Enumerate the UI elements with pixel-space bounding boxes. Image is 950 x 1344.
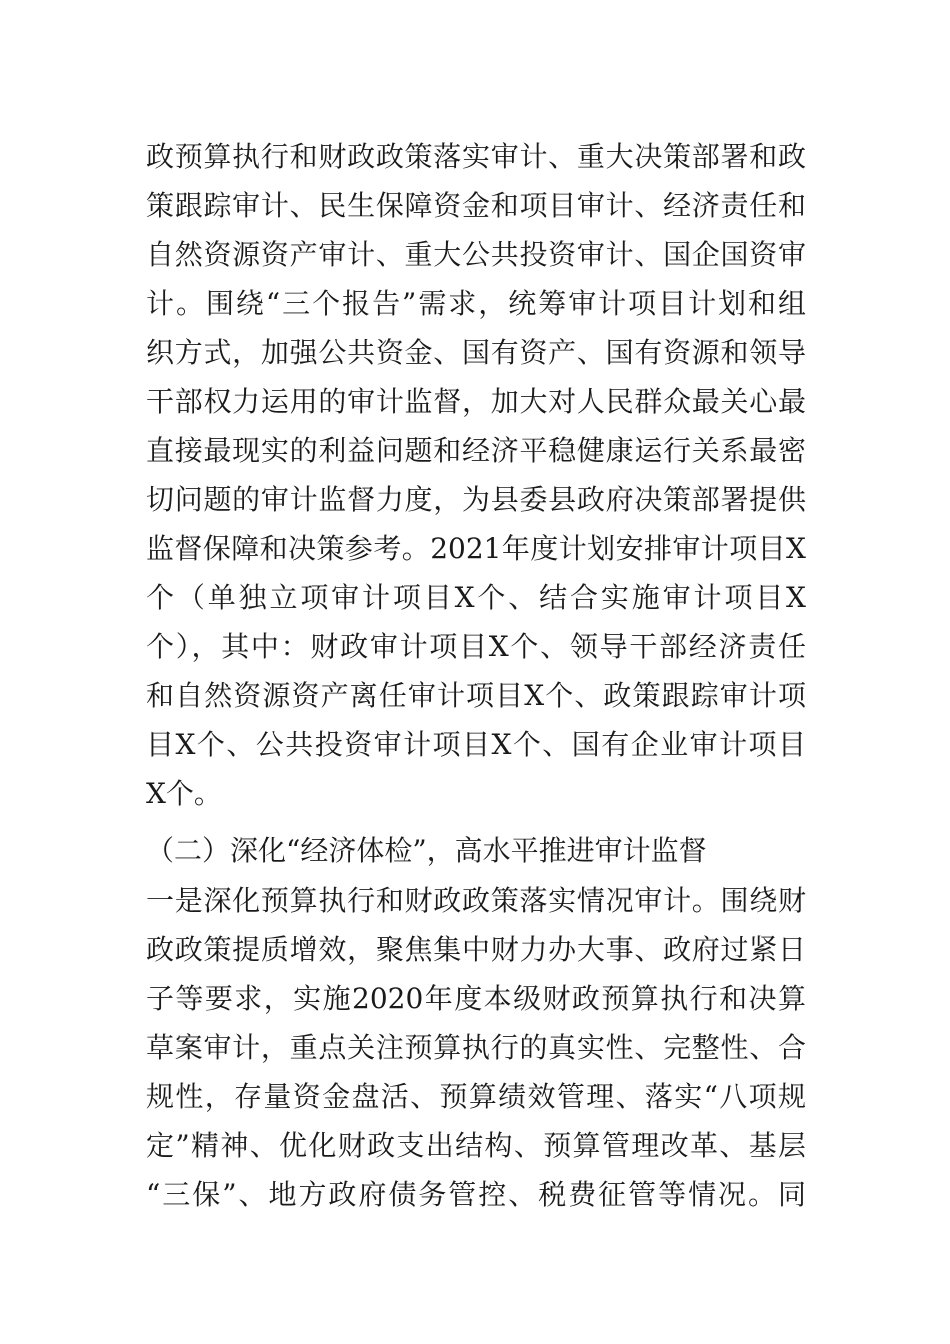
paragraph-line: 规性，存量资金盘活、预算绩效管理、落实“八项规	[146, 1080, 806, 1113]
body-paragraph-1	[146, 132, 806, 818]
paragraph-line: 子等要求，实施2020年度本级财政预算执行和决算	[146, 982, 806, 1015]
paragraph-line: “三保”、地方政府债务管控、税费征管等情况。同	[146, 1178, 806, 1211]
paragraph-line: 计。围绕“三个报告”需求，统筹审计项目计划和组	[146, 287, 806, 320]
paragraph-line: 目X个、公共投资审计项目X个、国有企业审计项目	[146, 728, 806, 761]
paragraph-line: 政预算执行和财政政策落实审计、重大决策部署和政	[146, 140, 806, 173]
section-heading-text: （二）深化“经济体检”，高水平推进审计监督	[146, 834, 707, 867]
paragraph-line: 监督保障和决策参考。2021年度计划安排审计项目X	[146, 532, 806, 565]
paragraph-line: 一是深化预算执行和财政政策落实情况审计。围绕财	[146, 884, 806, 917]
paragraph-line: 直接最现实的利益问题和经济平稳健康运行关系最密	[146, 434, 806, 467]
paragraph-line: 干部权力运用的审计监督，加大对人民群众最关心最	[146, 385, 806, 418]
paragraph-line: 切问题的审计监督力度，为县委县政府决策部署提供	[146, 483, 806, 516]
paragraph-line: 织方式，加强公共资金、国有资产、国有资源和领导	[146, 336, 806, 369]
paragraph-line: 自然资源资产审计、重大公共投资审计、国企国资审	[146, 238, 806, 271]
paragraph-line: 策跟踪审计、民生保障资金和项目审计、经济责任和	[146, 189, 806, 222]
paragraph-line: 个（单独立项审计项目X个、结合实施审计项目X	[146, 581, 806, 614]
paragraph-line: 草案审计，重点关注预算执行的真实性、完整性、合	[146, 1031, 806, 1064]
paragraph-line: X个。	[146, 777, 222, 810]
body-paragraph-2	[146, 876, 806, 1219]
paragraph-line: 政政策提质增效，聚焦集中财力办大事、政府过紧日	[146, 933, 806, 966]
paragraph-line: 和自然资源资产离任审计项目X个、政策跟踪审计项	[146, 679, 806, 712]
paragraph-line: 个），其中：财政审计项目X个、领导干部经济责任	[146, 630, 806, 663]
section-heading	[146, 826, 806, 875]
paragraph-line: 定”精神、优化财政支出结构、预算管理改革、基层	[146, 1129, 806, 1162]
